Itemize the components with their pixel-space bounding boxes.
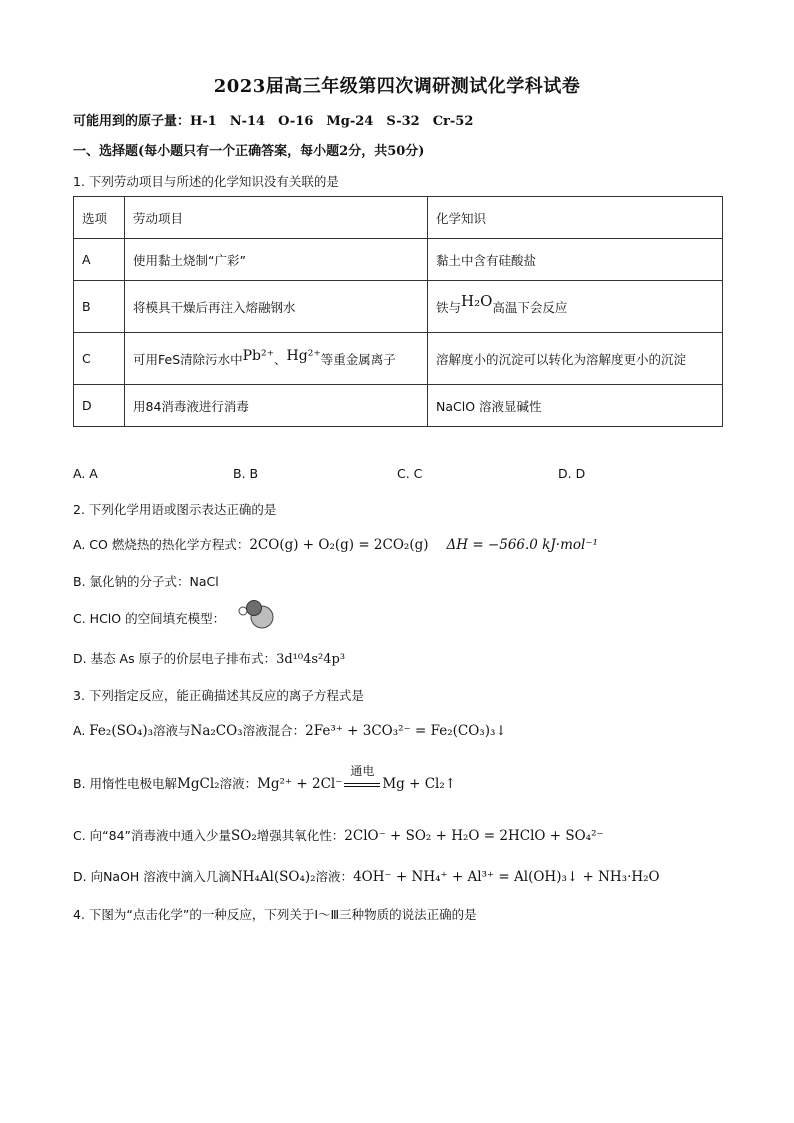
q2-stem: 2. 下列化学用语或图示表达正确的是 <box>73 502 277 517</box>
table-row <box>74 281 723 333</box>
q2-option-c[interactable] <box>73 609 225 627</box>
ionic-equation: 2Fe³⁺ + 3CO₃²⁻ = Fe₂(CO₃)₃↓ <box>305 723 507 739</box>
ionic-equation: 2ClO⁻ + SO₂ + H₂O = 2HClO + SO₄²⁻ <box>344 828 604 844</box>
double-line <box>344 783 380 787</box>
table-cell <box>428 281 723 333</box>
option-text: A. CO 燃烧热的热化学方程式： <box>73 537 250 552</box>
q1-stem: 1. 下列劳动项目与所述的化学知识没有关联的是 <box>73 174 339 189</box>
table-row <box>74 239 723 281</box>
exam-title: 2023届高三年级第四次调研测试化学科试卷 <box>213 76 581 97</box>
option-a[interactable]: A. A <box>73 466 98 481</box>
equation-lhs: Mg²⁺ + 2Cl⁻ <box>257 776 343 792</box>
q3-option-a[interactable] <box>73 721 507 739</box>
condition-label: 通电 <box>350 764 375 778</box>
table-row <box>74 333 723 385</box>
cell-text: 铁与 <box>436 299 462 315</box>
formula: Fe₂(SO₄)₃ <box>89 723 153 739</box>
table-header: 劳动项目 <box>125 197 428 239</box>
option-text: D. 向NaOH 溶液中滴入几滴 <box>73 869 231 884</box>
ion-pb: Pb²⁺ <box>242 347 275 364</box>
table-cell: C <box>74 333 125 385</box>
option-text: 溶液： <box>315 869 354 884</box>
table-cell: 用84消毒液进行消毒 <box>125 385 428 427</box>
cell-text: 等重金属离子 <box>320 351 396 367</box>
q2-option-a[interactable] <box>73 535 598 553</box>
q3-stem: 3. 下列指定反应，能正确描述其反应的离子方程式是 <box>73 688 364 703</box>
table-cell: D <box>74 385 125 427</box>
option-text: D. 基态 As 原子的价层电子排布式： <box>73 651 277 666</box>
space-filling-model-icon <box>235 599 275 631</box>
electron-config: 3d¹⁰4s²4p³ <box>276 652 346 667</box>
table-cell: A <box>74 239 125 281</box>
table-header-row <box>74 197 723 239</box>
option-text: 溶液： <box>219 776 258 791</box>
table-header: 化学知识 <box>428 197 723 239</box>
atomic-masses: 可能用到的原子量：H-1 N-14 O-16 Mg-24 S-32 Cr-52 <box>73 114 474 129</box>
table-cell: 黏土中含有硅酸盐 <box>428 239 723 281</box>
q2-option-d[interactable] <box>73 649 345 667</box>
table-cell: NaClO 溶液显碱性 <box>428 385 723 427</box>
option-text: B. 用惰性电极电解 <box>73 776 178 791</box>
section-heading: 一、选择题(每小题只有一个正确答案，每小题2分，共50分) <box>73 144 425 159</box>
formula: SO₂ <box>231 828 257 844</box>
option-c[interactable]: C. C <box>397 466 423 481</box>
enthalpy-value: ΔH = −566.0 kJ·mol⁻¹ <box>446 537 598 553</box>
formula-h2o: H₂O <box>461 291 493 310</box>
q3-option-b[interactable] <box>73 764 457 792</box>
option-text: C. HClO 的空间填充模型： <box>73 611 226 626</box>
equation-rhs: Mg + Cl₂↑ <box>382 776 457 792</box>
table-row <box>74 385 723 427</box>
option-text: A. <box>73 723 86 738</box>
cell-text: 可用FeS清除污水中 <box>133 351 243 367</box>
q2-option-b[interactable]: B. 氯化钠的分子式：NaCl <box>73 574 219 589</box>
table-cell: B <box>74 281 125 333</box>
q4-stem: 4. 下图为“点击化学”的一种反应，下列关于Ⅰ～Ⅲ三种物质的说法正确的是 <box>73 907 477 922</box>
option-text: 溶液与 <box>153 723 191 738</box>
q3-option-d[interactable] <box>73 867 660 885</box>
option-text: 溶液混合： <box>242 723 306 738</box>
table-cell: 使用黏土烧制“广彩” <box>125 239 428 281</box>
cell-text: 、 <box>274 351 287 367</box>
table-cell <box>125 333 428 385</box>
formula: Na₂CO₃ <box>190 723 243 739</box>
formula: NH₄Al(SO₄)₂ <box>230 869 316 885</box>
option-text: C. 向“84”消毒液中通入少量 <box>73 828 232 843</box>
option-text: 增强其氧化性： <box>256 828 345 843</box>
ionic-equation: 4OH⁻ + NH₄⁺ + Al³⁺ = Al(OH)₃↓ + NH₃·H₂O <box>353 869 660 885</box>
table-header: 选项 <box>74 197 125 239</box>
thermo-equation: 2CO(g) + O₂(g) = 2CO₂(g) <box>249 537 429 553</box>
table-cell: 溶解度小的沉淀可以转化为溶解度更小的沉淀 <box>428 333 723 385</box>
option-d[interactable]: D. D <box>558 466 586 481</box>
table-cell: 将模具干燥后再注入熔融钢水 <box>125 281 428 333</box>
cell-text: 高温下会反应 <box>492 299 568 315</box>
ion-hg: Hg²⁺ <box>286 347 321 364</box>
q1-table <box>73 196 723 427</box>
electrolysis-condition <box>342 764 382 791</box>
q3-option-c[interactable] <box>73 826 604 844</box>
option-b[interactable]: B. B <box>233 466 259 481</box>
formula: MgCl₂ <box>177 776 220 792</box>
